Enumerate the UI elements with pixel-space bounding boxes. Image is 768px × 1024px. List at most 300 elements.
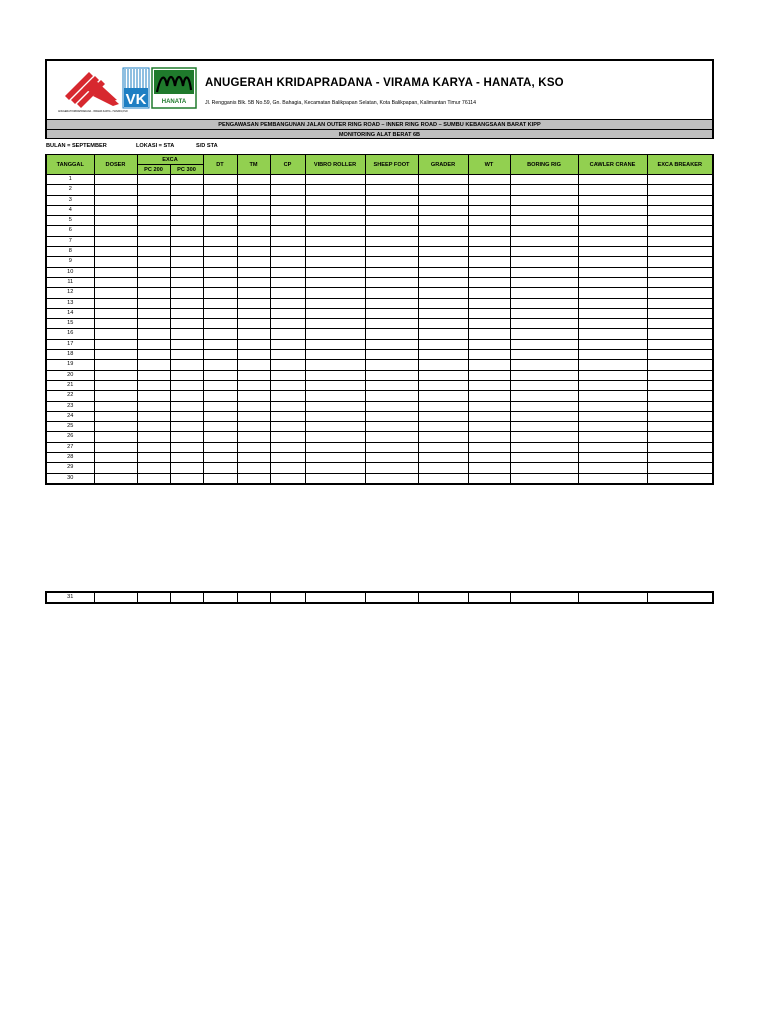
table-cell[interactable] bbox=[510, 205, 578, 215]
table-cell[interactable] bbox=[578, 463, 647, 473]
table-cell[interactable] bbox=[305, 205, 365, 215]
table-cell[interactable] bbox=[305, 319, 365, 329]
table-cell[interactable] bbox=[365, 277, 418, 287]
table-cell[interactable] bbox=[137, 257, 170, 267]
table-cell[interactable] bbox=[365, 226, 418, 236]
table-cell[interactable] bbox=[94, 205, 137, 215]
table-cell[interactable] bbox=[137, 319, 170, 329]
table-cell[interactable] bbox=[418, 350, 468, 360]
table-cell[interactable] bbox=[578, 350, 647, 360]
table-cell[interactable] bbox=[237, 422, 270, 432]
table-cell[interactable] bbox=[203, 592, 237, 603]
table-cell[interactable] bbox=[305, 216, 365, 226]
table-cell[interactable] bbox=[365, 370, 418, 380]
table-cell[interactable] bbox=[468, 298, 510, 308]
table-cell[interactable] bbox=[578, 308, 647, 318]
table-cell[interactable] bbox=[170, 319, 203, 329]
table-cell[interactable] bbox=[578, 422, 647, 432]
table-cell[interactable] bbox=[203, 350, 237, 360]
table-cell[interactable] bbox=[647, 298, 713, 308]
table-cell[interactable] bbox=[510, 370, 578, 380]
table-cell[interactable] bbox=[418, 360, 468, 370]
table-cell[interactable] bbox=[237, 360, 270, 370]
table-cell[interactable] bbox=[468, 411, 510, 421]
table-cell[interactable] bbox=[510, 195, 578, 205]
table-cell[interactable] bbox=[203, 247, 237, 257]
table-cell[interactable] bbox=[270, 247, 305, 257]
table-cell[interactable] bbox=[418, 432, 468, 442]
table-cell[interactable] bbox=[94, 391, 137, 401]
table-cell[interactable] bbox=[510, 319, 578, 329]
table-cell[interactable] bbox=[510, 339, 578, 349]
table-cell[interactable] bbox=[270, 267, 305, 277]
table-cell[interactable] bbox=[305, 339, 365, 349]
table-cell[interactable] bbox=[647, 422, 713, 432]
table-cell[interactable] bbox=[365, 350, 418, 360]
table-cell[interactable] bbox=[270, 592, 305, 603]
table-cell[interactable] bbox=[647, 350, 713, 360]
table-cell[interactable] bbox=[468, 216, 510, 226]
table-cell[interactable] bbox=[203, 329, 237, 339]
table-cell[interactable] bbox=[203, 216, 237, 226]
table-cell[interactable] bbox=[270, 195, 305, 205]
table-cell[interactable] bbox=[137, 277, 170, 287]
table-cell[interactable] bbox=[578, 319, 647, 329]
table-cell[interactable] bbox=[94, 453, 137, 463]
table-cell[interactable] bbox=[270, 298, 305, 308]
table-cell[interactable] bbox=[203, 308, 237, 318]
table-cell[interactable] bbox=[137, 175, 170, 185]
table-cell[interactable] bbox=[578, 592, 647, 603]
table-cell[interactable] bbox=[94, 442, 137, 452]
table-cell[interactable] bbox=[578, 247, 647, 257]
table-cell[interactable] bbox=[237, 442, 270, 452]
table-cell[interactable] bbox=[237, 329, 270, 339]
table-cell[interactable] bbox=[237, 411, 270, 421]
table-cell[interactable] bbox=[647, 473, 713, 484]
table-cell[interactable] bbox=[203, 288, 237, 298]
table-cell[interactable] bbox=[365, 473, 418, 484]
table-cell[interactable] bbox=[647, 175, 713, 185]
table-cell[interactable] bbox=[418, 329, 468, 339]
table-cell[interactable] bbox=[468, 463, 510, 473]
table-cell[interactable] bbox=[418, 473, 468, 484]
table-cell[interactable] bbox=[94, 329, 137, 339]
table-cell[interactable] bbox=[510, 236, 578, 246]
table-cell[interactable] bbox=[578, 411, 647, 421]
table-cell[interactable] bbox=[468, 473, 510, 484]
table-cell[interactable] bbox=[237, 226, 270, 236]
table-cell[interactable] bbox=[510, 391, 578, 401]
table-cell[interactable] bbox=[270, 391, 305, 401]
table-cell[interactable] bbox=[270, 463, 305, 473]
table-cell[interactable] bbox=[510, 592, 578, 603]
table-cell[interactable] bbox=[510, 473, 578, 484]
table-cell[interactable] bbox=[137, 226, 170, 236]
table-cell[interactable] bbox=[305, 401, 365, 411]
table-cell[interactable] bbox=[647, 257, 713, 267]
table-cell[interactable] bbox=[137, 350, 170, 360]
table-cell[interactable] bbox=[203, 380, 237, 390]
table-cell[interactable] bbox=[137, 473, 170, 484]
table-cell[interactable] bbox=[170, 288, 203, 298]
table-cell[interactable] bbox=[578, 380, 647, 390]
table-cell[interactable] bbox=[418, 453, 468, 463]
table-cell[interactable] bbox=[647, 195, 713, 205]
table-cell[interactable] bbox=[305, 247, 365, 257]
table-cell[interactable] bbox=[510, 257, 578, 267]
table-cell[interactable] bbox=[647, 391, 713, 401]
table-cell[interactable] bbox=[170, 391, 203, 401]
table-cell[interactable] bbox=[270, 411, 305, 421]
table-cell[interactable] bbox=[468, 339, 510, 349]
table-cell[interactable] bbox=[647, 463, 713, 473]
table-cell[interactable] bbox=[237, 236, 270, 246]
table-cell[interactable] bbox=[137, 463, 170, 473]
table-cell[interactable] bbox=[270, 401, 305, 411]
table-cell[interactable] bbox=[203, 236, 237, 246]
table-cell[interactable] bbox=[305, 422, 365, 432]
table-cell[interactable] bbox=[365, 267, 418, 277]
table-cell[interactable] bbox=[578, 175, 647, 185]
table-cell[interactable] bbox=[468, 442, 510, 452]
table-cell[interactable] bbox=[170, 205, 203, 215]
table-cell[interactable] bbox=[170, 298, 203, 308]
table-cell[interactable] bbox=[137, 329, 170, 339]
table-cell[interactable] bbox=[578, 453, 647, 463]
table-cell[interactable] bbox=[418, 226, 468, 236]
table-cell[interactable] bbox=[305, 308, 365, 318]
table-cell[interactable] bbox=[365, 442, 418, 452]
table-cell[interactable] bbox=[647, 267, 713, 277]
table-cell[interactable] bbox=[510, 216, 578, 226]
table-cell[interactable] bbox=[137, 308, 170, 318]
table-cell[interactable] bbox=[237, 339, 270, 349]
table-cell[interactable] bbox=[137, 411, 170, 421]
table-cell[interactable] bbox=[305, 277, 365, 287]
table-cell[interactable] bbox=[578, 257, 647, 267]
table-cell[interactable] bbox=[94, 463, 137, 473]
table-cell[interactable] bbox=[170, 339, 203, 349]
table-cell[interactable] bbox=[578, 473, 647, 484]
table-cell[interactable] bbox=[510, 432, 578, 442]
table-cell[interactable] bbox=[578, 401, 647, 411]
table-cell[interactable] bbox=[468, 185, 510, 195]
table-cell[interactable] bbox=[203, 391, 237, 401]
table-cell[interactable] bbox=[170, 453, 203, 463]
table-cell[interactable] bbox=[418, 277, 468, 287]
table-cell[interactable] bbox=[365, 401, 418, 411]
table-cell[interactable] bbox=[170, 308, 203, 318]
table-cell[interactable] bbox=[237, 319, 270, 329]
table-cell[interactable] bbox=[510, 308, 578, 318]
table-cell[interactable] bbox=[237, 185, 270, 195]
table-cell[interactable] bbox=[578, 277, 647, 287]
table-cell[interactable] bbox=[647, 185, 713, 195]
table-cell[interactable] bbox=[305, 442, 365, 452]
table-cell[interactable] bbox=[137, 401, 170, 411]
table-cell[interactable] bbox=[170, 185, 203, 195]
table-cell[interactable] bbox=[468, 226, 510, 236]
table-cell[interactable] bbox=[137, 422, 170, 432]
table-cell[interactable] bbox=[137, 247, 170, 257]
table-cell[interactable] bbox=[203, 298, 237, 308]
table-cell[interactable] bbox=[468, 257, 510, 267]
table-cell[interactable] bbox=[94, 339, 137, 349]
table-cell[interactable] bbox=[237, 247, 270, 257]
table-cell[interactable] bbox=[203, 257, 237, 267]
table-cell[interactable] bbox=[137, 236, 170, 246]
table-cell[interactable] bbox=[647, 370, 713, 380]
table-cell[interactable] bbox=[468, 247, 510, 257]
table-cell[interactable] bbox=[270, 288, 305, 298]
table-cell[interactable] bbox=[170, 216, 203, 226]
table-cell[interactable] bbox=[468, 360, 510, 370]
table-cell[interactable] bbox=[468, 453, 510, 463]
table-cell[interactable] bbox=[647, 360, 713, 370]
table-cell[interactable] bbox=[365, 411, 418, 421]
table-cell[interactable] bbox=[468, 422, 510, 432]
table-cell[interactable] bbox=[418, 401, 468, 411]
table-cell[interactable] bbox=[203, 277, 237, 287]
table-cell[interactable] bbox=[203, 370, 237, 380]
table-cell[interactable] bbox=[418, 195, 468, 205]
table-cell[interactable] bbox=[578, 195, 647, 205]
table-cell[interactable] bbox=[510, 453, 578, 463]
table-cell[interactable] bbox=[270, 277, 305, 287]
table-cell[interactable] bbox=[237, 432, 270, 442]
table-cell[interactable] bbox=[94, 350, 137, 360]
table-cell[interactable] bbox=[305, 350, 365, 360]
table-cell[interactable] bbox=[137, 339, 170, 349]
table-cell[interactable] bbox=[237, 391, 270, 401]
table-cell[interactable] bbox=[578, 288, 647, 298]
table-cell[interactable] bbox=[510, 247, 578, 257]
table-cell[interactable] bbox=[94, 257, 137, 267]
table-cell[interactable] bbox=[237, 205, 270, 215]
table-cell[interactable] bbox=[305, 411, 365, 421]
table-cell[interactable] bbox=[203, 185, 237, 195]
table-cell[interactable] bbox=[94, 236, 137, 246]
table-cell[interactable] bbox=[203, 422, 237, 432]
table-cell[interactable] bbox=[203, 473, 237, 484]
table-cell[interactable] bbox=[647, 205, 713, 215]
table-cell[interactable] bbox=[647, 339, 713, 349]
table-cell[interactable] bbox=[365, 422, 418, 432]
table-cell[interactable] bbox=[305, 267, 365, 277]
table-cell[interactable] bbox=[170, 473, 203, 484]
table-cell[interactable] bbox=[510, 360, 578, 370]
table-cell[interactable] bbox=[578, 391, 647, 401]
table-cell[interactable] bbox=[170, 411, 203, 421]
table-cell[interactable] bbox=[270, 453, 305, 463]
table-cell[interactable] bbox=[418, 411, 468, 421]
table-cell[interactable] bbox=[170, 226, 203, 236]
table-cell[interactable] bbox=[468, 277, 510, 287]
table-cell[interactable] bbox=[237, 453, 270, 463]
table-cell[interactable] bbox=[647, 236, 713, 246]
table-cell[interactable] bbox=[237, 216, 270, 226]
table-cell[interactable] bbox=[468, 267, 510, 277]
table-cell[interactable] bbox=[418, 205, 468, 215]
table-cell[interactable] bbox=[137, 370, 170, 380]
table-cell[interactable] bbox=[647, 432, 713, 442]
table-cell[interactable] bbox=[578, 226, 647, 236]
table-cell[interactable] bbox=[94, 175, 137, 185]
table-cell[interactable] bbox=[270, 175, 305, 185]
table-cell[interactable] bbox=[510, 298, 578, 308]
table-cell[interactable] bbox=[365, 453, 418, 463]
table-cell[interactable] bbox=[237, 380, 270, 390]
table-cell[interactable] bbox=[365, 380, 418, 390]
table-cell[interactable] bbox=[305, 592, 365, 603]
table-cell[interactable] bbox=[365, 185, 418, 195]
table-cell[interactable] bbox=[468, 195, 510, 205]
table-cell[interactable] bbox=[170, 370, 203, 380]
table-cell[interactable] bbox=[468, 308, 510, 318]
table-cell[interactable] bbox=[305, 236, 365, 246]
table-cell[interactable] bbox=[647, 308, 713, 318]
table-cell[interactable] bbox=[170, 236, 203, 246]
table-cell[interactable] bbox=[468, 391, 510, 401]
table-cell[interactable] bbox=[647, 216, 713, 226]
table-cell[interactable] bbox=[94, 380, 137, 390]
table-cell[interactable] bbox=[510, 185, 578, 195]
table-cell[interactable] bbox=[170, 442, 203, 452]
table-cell[interactable] bbox=[468, 350, 510, 360]
table-cell[interactable] bbox=[170, 432, 203, 442]
table-cell[interactable] bbox=[270, 370, 305, 380]
table-cell[interactable] bbox=[137, 391, 170, 401]
table-cell[interactable] bbox=[365, 339, 418, 349]
table-cell[interactable] bbox=[94, 592, 137, 603]
table-cell[interactable] bbox=[365, 592, 418, 603]
table-cell[interactable] bbox=[578, 298, 647, 308]
table-cell[interactable] bbox=[203, 267, 237, 277]
table-cell[interactable] bbox=[270, 329, 305, 339]
table-cell[interactable] bbox=[418, 216, 468, 226]
table-cell[interactable] bbox=[203, 205, 237, 215]
table-cell[interactable] bbox=[647, 592, 713, 603]
table-cell[interactable] bbox=[137, 360, 170, 370]
table-cell[interactable] bbox=[94, 401, 137, 411]
table-cell[interactable] bbox=[510, 175, 578, 185]
table-cell[interactable] bbox=[237, 592, 270, 603]
table-cell[interactable] bbox=[237, 298, 270, 308]
table-cell[interactable] bbox=[647, 277, 713, 287]
table-cell[interactable] bbox=[418, 175, 468, 185]
table-cell[interactable] bbox=[418, 257, 468, 267]
table-cell[interactable] bbox=[578, 329, 647, 339]
table-cell[interactable] bbox=[305, 298, 365, 308]
table-cell[interactable] bbox=[203, 226, 237, 236]
table-cell[interactable] bbox=[237, 277, 270, 287]
table-cell[interactable] bbox=[305, 226, 365, 236]
table-cell[interactable] bbox=[270, 205, 305, 215]
table-cell[interactable] bbox=[510, 442, 578, 452]
table-cell[interactable] bbox=[647, 401, 713, 411]
table-cell[interactable] bbox=[170, 277, 203, 287]
table-cell[interactable] bbox=[137, 453, 170, 463]
table-cell[interactable] bbox=[365, 257, 418, 267]
table-cell[interactable] bbox=[237, 175, 270, 185]
table-cell[interactable] bbox=[203, 442, 237, 452]
table-cell[interactable] bbox=[647, 329, 713, 339]
table-cell[interactable] bbox=[510, 329, 578, 339]
table-cell[interactable] bbox=[94, 195, 137, 205]
table-cell[interactable] bbox=[94, 319, 137, 329]
table-cell[interactable] bbox=[578, 360, 647, 370]
table-cell[interactable] bbox=[203, 195, 237, 205]
table-cell[interactable] bbox=[647, 380, 713, 390]
table-cell[interactable] bbox=[170, 267, 203, 277]
table-cell[interactable] bbox=[270, 339, 305, 349]
table-cell[interactable] bbox=[418, 288, 468, 298]
table-cell[interactable] bbox=[237, 308, 270, 318]
table-cell[interactable] bbox=[305, 380, 365, 390]
table-cell[interactable] bbox=[94, 226, 137, 236]
table-cell[interactable] bbox=[237, 473, 270, 484]
table-cell[interactable] bbox=[365, 205, 418, 215]
table-cell[interactable] bbox=[170, 380, 203, 390]
table-cell[interactable] bbox=[365, 288, 418, 298]
table-cell[interactable] bbox=[270, 442, 305, 452]
table-cell[interactable] bbox=[94, 247, 137, 257]
table-cell[interactable] bbox=[418, 592, 468, 603]
table-cell[interactable] bbox=[137, 380, 170, 390]
table-cell[interactable] bbox=[305, 175, 365, 185]
table-cell[interactable] bbox=[203, 339, 237, 349]
table-cell[interactable] bbox=[203, 401, 237, 411]
table-cell[interactable] bbox=[305, 453, 365, 463]
table-cell[interactable] bbox=[468, 288, 510, 298]
table-cell[interactable] bbox=[647, 442, 713, 452]
table-cell[interactable] bbox=[305, 257, 365, 267]
table-cell[interactable] bbox=[94, 267, 137, 277]
table-cell[interactable] bbox=[468, 205, 510, 215]
table-cell[interactable] bbox=[365, 247, 418, 257]
table-cell[interactable] bbox=[418, 380, 468, 390]
table-cell[interactable] bbox=[365, 432, 418, 442]
table-cell[interactable] bbox=[94, 473, 137, 484]
table-cell[interactable] bbox=[270, 350, 305, 360]
table-cell[interactable] bbox=[418, 267, 468, 277]
table-cell[interactable] bbox=[418, 236, 468, 246]
table-cell[interactable] bbox=[237, 267, 270, 277]
table-cell[interactable] bbox=[418, 298, 468, 308]
table-cell[interactable] bbox=[418, 247, 468, 257]
table-cell[interactable] bbox=[237, 370, 270, 380]
table-cell[interactable] bbox=[468, 370, 510, 380]
table-cell[interactable] bbox=[137, 298, 170, 308]
table-cell[interactable] bbox=[305, 329, 365, 339]
table-cell[interactable] bbox=[578, 432, 647, 442]
table-cell[interactable] bbox=[510, 277, 578, 287]
table-cell[interactable] bbox=[578, 370, 647, 380]
table-cell[interactable] bbox=[203, 432, 237, 442]
table-cell[interactable] bbox=[647, 453, 713, 463]
table-cell[interactable] bbox=[647, 288, 713, 298]
table-cell[interactable] bbox=[578, 216, 647, 226]
table-cell[interactable] bbox=[305, 463, 365, 473]
table-cell[interactable] bbox=[418, 185, 468, 195]
table-cell[interactable] bbox=[365, 216, 418, 226]
table-cell[interactable] bbox=[365, 308, 418, 318]
table-cell[interactable] bbox=[203, 453, 237, 463]
table-cell[interactable] bbox=[510, 463, 578, 473]
table-cell[interactable] bbox=[170, 257, 203, 267]
table-cell[interactable] bbox=[137, 442, 170, 452]
